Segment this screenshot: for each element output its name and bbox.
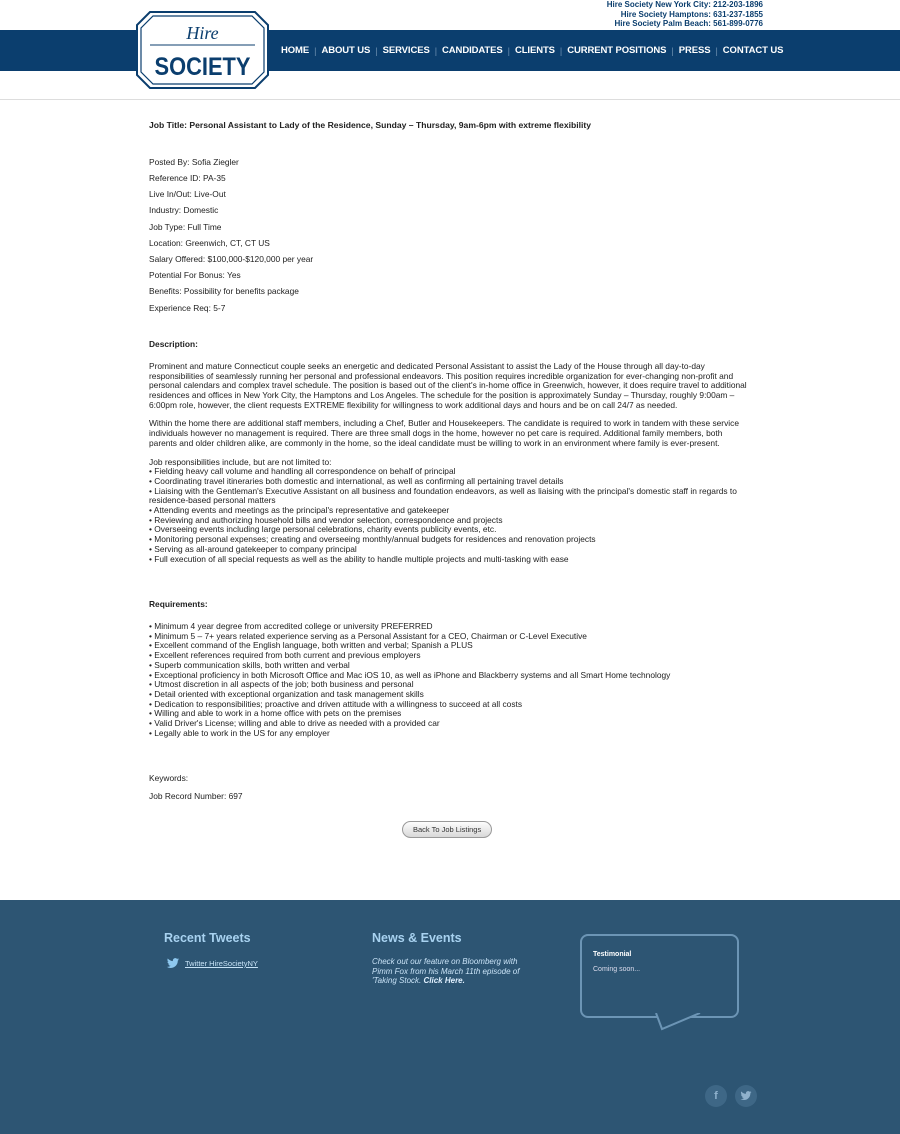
list-item: • Serving as all-around gatekeeper to company principal bbox=[149, 543, 357, 554]
list-item: • Willing and able to work in a home office with pets on the premises bbox=[149, 708, 402, 719]
meta-posted-by: Posted By: Sofia Ziegler bbox=[149, 156, 239, 167]
meta-salary: Salary Offered: $100,000-$120,000 per year bbox=[149, 253, 314, 264]
back-to-job-listings-button[interactable]: Back To Job Listings bbox=[402, 821, 492, 838]
nav-separator: | bbox=[559, 45, 563, 56]
nav-separator: | bbox=[434, 45, 438, 56]
phone-palm-beach: Hire Society Palm Beach: 561-899-0776 bbox=[614, 19, 763, 28]
recent-tweets-heading: Recent Tweets bbox=[164, 931, 251, 945]
list-item: • Reviewing and authorizing household bills and vendor selection, correspondence and projects bbox=[149, 514, 503, 525]
requirements-heading: Requirements: bbox=[149, 599, 208, 610]
news-events-heading: News & Events bbox=[372, 931, 462, 945]
list-item: • Dedication to responsibilities; proactive and driven attitude with a willingness to succeed at all costs bbox=[149, 698, 523, 709]
facebook-icon[interactable]: f bbox=[705, 1085, 727, 1107]
list-item: • Detail oriented with exceptional organization and task management skills bbox=[149, 688, 424, 699]
list-item: • Coordinating travel itineraries both domestic and international, as well as confirming all pertaining travel details bbox=[149, 475, 564, 486]
logo-text-bottom: SOCIETY bbox=[154, 53, 251, 81]
news-item bbox=[372, 957, 520, 986]
nav-about-us[interactable]: ABOUT US bbox=[321, 45, 371, 56]
news-item-text: Check out our feature on Bloomberg with Pimm Fox from his March 11th episode of 'Taking Stock. bbox=[372, 957, 520, 985]
meta-experience: Experience Req: 5-7 bbox=[149, 302, 226, 313]
list-item: • Minimum 5 – 7+ years related experience serving as a Personal Assistant for a CEO, Chairman or C-Level Executive bbox=[149, 630, 587, 641]
nav-separator: | bbox=[375, 45, 378, 56]
twitter-link[interactable] bbox=[166, 958, 258, 969]
list-item: • Attending events and meetings as the principal's representative and gatekeeper bbox=[149, 505, 450, 516]
nav-services[interactable]: SERVICES bbox=[382, 45, 430, 56]
meta-bonus: Potential For Bonus: Yes bbox=[149, 270, 241, 281]
description-paragraph: Within the home there are additional staff members, including a Chef, Butler and Housekeepers. The candidate is required to work in tandem with these service individuals however no management is required. There are three small dogs in the home, however no pet care is required. Additional family members, both parents and older children alike, are commonly in the home, so the ideal candidate must be willing to work in an environment where family is ever-present. bbox=[149, 418, 739, 448]
job-record-number: Job Record Number: 697 bbox=[149, 791, 243, 802]
list-item: • Overseeing events including large personal celebrations, charity events publicity events, etc. bbox=[149, 524, 497, 535]
list-item: • Minimum 4 year degree from accredited college or university PREFERRED bbox=[149, 621, 433, 631]
list-item: • Excellent command of the English language, both written and verbal; Spanish a PLUS bbox=[149, 640, 473, 651]
phone-numbers bbox=[607, 0, 763, 29]
phone-nyc: Hire Society New York City: 212-203-1896 bbox=[606, 0, 763, 9]
list-item: • Valid Driver's License; willing and able to drive as needed with a provided car bbox=[149, 718, 440, 729]
list-item: • Full execution of all special requests as well as the ability to handle multiple projects and multi-tasking with ease bbox=[149, 553, 569, 564]
description-heading: Description: bbox=[149, 339, 198, 350]
testimonial-title: Testimonial bbox=[593, 951, 632, 958]
nav-clients[interactable]: CLIENTS bbox=[514, 45, 555, 56]
logo-text-top: Hire bbox=[186, 23, 219, 43]
nav-separator: | bbox=[507, 45, 510, 56]
meta-industry: Industry: Domestic bbox=[149, 205, 219, 216]
list-item: • Superb communication skills, both written and verbal bbox=[149, 659, 350, 670]
twitter-icon[interactable] bbox=[735, 1085, 757, 1107]
job-meta bbox=[149, 158, 749, 314]
nav-press[interactable]: PRESS bbox=[678, 45, 711, 56]
meta-live-in-out: Live In/Out: Live-Out bbox=[149, 189, 226, 200]
nav-candidates[interactable]: CANDIDATES bbox=[442, 45, 503, 56]
list-item: • Fielding heavy call volume and handling all correspondence on behalf of principal bbox=[149, 466, 456, 477]
twitter-link-label: Twitter HireSocietyNY bbox=[185, 959, 258, 968]
responsibilities-intro: Job responsibilities include, but are not limited to: bbox=[149, 456, 332, 467]
job-title: Job Title: Personal Assistant to Lady of the Residence, Sunday – Thursday, 9am-6pm with extreme flexibility bbox=[149, 120, 592, 130]
nav-home[interactable]: HOME bbox=[281, 45, 310, 56]
requirements-list bbox=[149, 622, 749, 738]
keywords: Keywords: bbox=[149, 773, 189, 784]
nav-separator: | bbox=[314, 45, 317, 56]
news-click-here-link[interactable]: Click Here. bbox=[423, 976, 465, 985]
list-item: • Liaising with the Gentleman's Executive Assistant on all business and foundation endeavors, as well as liaising with the principal's domestic staff in regards to residence-based personal matters bbox=[149, 485, 737, 506]
nav-contact-us[interactable]: CONTACT US bbox=[722, 45, 784, 56]
list-item: • Utmost discretion in all aspects of the job; both business and personal bbox=[149, 679, 414, 690]
main-nav bbox=[276, 30, 788, 71]
nav-current-positions[interactable]: CURRENT POSITIONS bbox=[567, 45, 667, 56]
speech-bubble-tail-icon bbox=[654, 1013, 704, 1031]
hire-society-logo[interactable] bbox=[136, 11, 269, 89]
description-paragraph: Prominent and mature Connecticut couple seeks an energetic and dedicated Personal Assistant to assist the Lady of the House through all day-to-day responsibilities of seamlessly running her personal and professional endeavors. This position requires incredible organization for ever-changing non-profit and personal calendars and complex travel schedule. The position is based out of the client's in-home office in Greenwich, however, it does require travel to additional residences and offices in New York City, the Hamptons and Los Angeles. The schedule for the position is approximately Sunday – Thursday, roughly 9:00am – 6:00pm role, however, the client requests EXTREME flexibility for willingness to work additional days and hours and be on call 24/7 as needed. bbox=[149, 360, 747, 410]
meta-job-type: Job Type: Full Time bbox=[149, 221, 222, 232]
meta-reference-id: Reference ID: PA-35 bbox=[149, 172, 226, 183]
nav-separator: | bbox=[671, 45, 674, 56]
responsibilities-list bbox=[149, 458, 749, 565]
list-item: • Exceptional proficiency in both Microsoft Office and Mac iOS 10, as well as iPhone and Blackberry systems and all Smart Home technology bbox=[149, 669, 671, 680]
testimonial-body: Coming soon... bbox=[593, 966, 641, 973]
site-header bbox=[0, 0, 900, 100]
testimonial-bubble bbox=[580, 934, 739, 1018]
phone-hamptons: Hire Society Hamptons: 631-237-1855 bbox=[620, 9, 763, 19]
twitter-bird-icon bbox=[740, 1091, 752, 1101]
list-item: • Legally able to work in the US for any employer bbox=[149, 727, 330, 738]
list-item: • Monitoring personal expenses; creating and overseeing monthly/annual budgets for residences and renovation projects bbox=[149, 534, 596, 545]
meta-benefits: Benefits: Possibility for benefits package bbox=[149, 286, 299, 297]
back-button-wrap bbox=[402, 819, 492, 838]
meta-location: Location: Greenwich, CT, CT US bbox=[149, 237, 270, 248]
list-item: • Excellent references required from both current and previous employers bbox=[149, 650, 421, 661]
nav-separator: | bbox=[715, 45, 718, 56]
twitter-bird-icon bbox=[166, 958, 180, 969]
header-divider bbox=[0, 99, 900, 100]
job-detail bbox=[149, 121, 749, 802]
